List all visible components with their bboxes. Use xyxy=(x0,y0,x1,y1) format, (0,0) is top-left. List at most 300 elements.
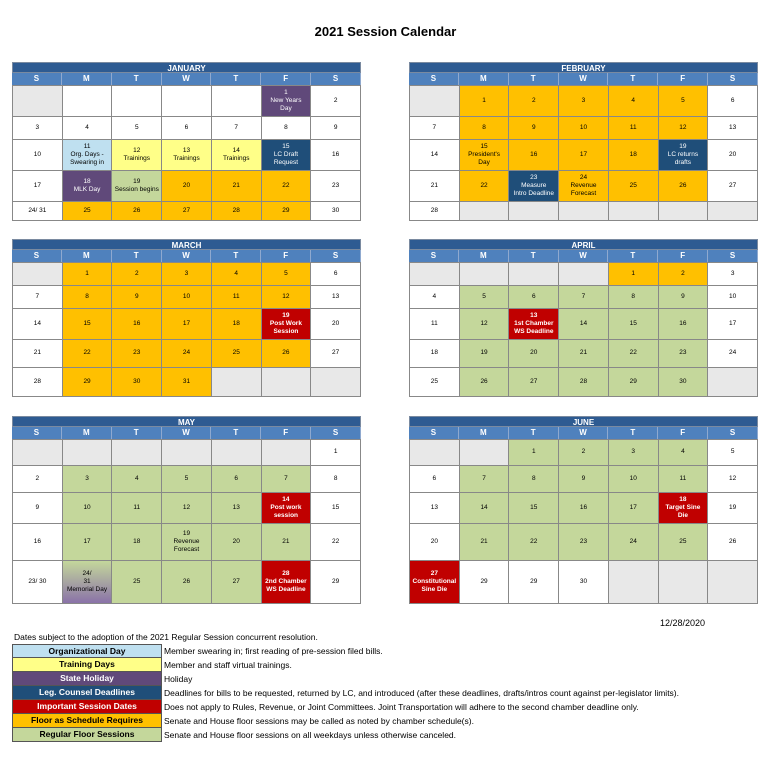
day-number: 24/ 31 xyxy=(28,206,47,214)
day-cell xyxy=(311,171,361,202)
day-cell xyxy=(112,86,162,117)
day-cell xyxy=(708,440,758,466)
day-cell xyxy=(559,309,609,340)
day-cell xyxy=(63,286,113,309)
day-cell xyxy=(460,561,510,604)
day-cell xyxy=(410,524,460,561)
day-note: 31 xyxy=(83,577,91,585)
day-number: 26 xyxy=(480,377,488,385)
month-april xyxy=(409,239,758,397)
month-title: FEBRUARY xyxy=(409,62,758,73)
day-grid xyxy=(12,262,361,397)
month-march xyxy=(12,239,361,397)
weekday-label: F xyxy=(261,73,311,85)
day-number: 29 xyxy=(83,377,91,385)
day-number: 30 xyxy=(133,377,141,385)
day-number: 6 xyxy=(333,269,338,277)
day-number: 6 xyxy=(531,292,536,300)
weekday-label: S xyxy=(409,250,459,262)
day-cell xyxy=(659,561,709,604)
day-number: 24/ xyxy=(82,569,92,577)
day-note: Post Work xyxy=(269,319,302,327)
day-number: 1 xyxy=(284,88,288,96)
day-cell xyxy=(112,263,162,286)
weekday-label: W xyxy=(559,73,609,85)
day-number: 22 xyxy=(629,349,637,357)
day-number: 22 xyxy=(282,181,290,189)
day-cell xyxy=(262,466,312,493)
day-cell xyxy=(460,340,510,368)
weekday-label: S xyxy=(12,427,62,439)
day-cell xyxy=(13,340,63,368)
day-number: 24 xyxy=(629,537,637,545)
weekday-label: M xyxy=(459,73,509,85)
day-note: Revenue xyxy=(570,181,597,189)
day-number: 23 xyxy=(332,181,340,189)
day-number: 8 xyxy=(631,292,636,300)
day-number: 11 xyxy=(232,292,240,300)
day-cell xyxy=(162,117,212,140)
day-cell xyxy=(311,561,361,604)
day-number: 24 xyxy=(729,349,737,357)
day-cell xyxy=(659,86,709,117)
day-cell xyxy=(262,117,312,140)
day-note: 2nd Chamber xyxy=(265,577,307,585)
day-cell xyxy=(659,466,709,493)
day-number: 19 xyxy=(679,142,687,150)
day-number: 19 xyxy=(182,529,191,537)
day-cell xyxy=(262,286,312,309)
month-title: MARCH xyxy=(12,239,361,250)
legend-description: Deadlines for bills to be requested, returned by LC, and introduced (after these deadlines, drafts/intros count against per-legislator limits). xyxy=(164,688,679,698)
day-cell xyxy=(559,263,609,286)
day-number: 14 xyxy=(430,150,438,158)
day-cell xyxy=(609,286,659,309)
day-number: 24 xyxy=(579,173,588,181)
day-number: 16 xyxy=(33,537,41,545)
day-cell xyxy=(162,286,212,309)
day-cell xyxy=(112,286,162,309)
day-number: 14 xyxy=(33,319,41,327)
day-note: Trainings xyxy=(173,155,200,162)
day-number: 7 xyxy=(482,474,486,482)
day-cell xyxy=(262,86,312,117)
day-cell xyxy=(609,493,659,524)
weekday-header xyxy=(12,250,361,262)
day-cell xyxy=(311,140,361,171)
day-cell xyxy=(509,340,559,368)
day-cell xyxy=(63,140,113,171)
day-number: 12 xyxy=(133,146,141,154)
day-cell xyxy=(262,524,312,561)
day-number: 21 xyxy=(33,349,41,357)
day-cell xyxy=(609,524,659,561)
day-cell xyxy=(460,202,510,221)
day-note: Forecast xyxy=(570,190,597,198)
day-cell xyxy=(63,171,113,202)
day-cell xyxy=(509,263,559,286)
day-cell xyxy=(13,140,63,171)
day-number: 14 xyxy=(282,495,290,503)
day-cell xyxy=(509,171,559,202)
day-cell xyxy=(311,86,361,117)
day-cell xyxy=(609,202,659,221)
weekday-label: W xyxy=(162,427,212,439)
day-number: 29 xyxy=(480,577,488,585)
day-number: 20 xyxy=(530,349,538,357)
day-number: 27 xyxy=(232,577,240,585)
day-cell xyxy=(63,368,113,397)
day-cell xyxy=(13,117,63,140)
day-cell xyxy=(460,117,510,140)
day-cell xyxy=(212,368,262,397)
day-number: 1 xyxy=(531,448,536,456)
day-cell xyxy=(212,466,262,493)
day-note: Day xyxy=(280,105,292,113)
day-number: 26 xyxy=(679,181,687,189)
day-cell xyxy=(609,140,659,171)
weekday-label: T xyxy=(608,427,658,439)
day-number: 4 xyxy=(134,474,139,482)
day-number: 16 xyxy=(530,150,538,158)
day-note: President's xyxy=(468,150,501,158)
day-number: 17 xyxy=(579,150,588,158)
weekday-label: T xyxy=(608,250,658,262)
day-cell xyxy=(460,86,510,117)
day-note: Swearing in xyxy=(70,159,105,167)
month-title: APRIL xyxy=(409,239,758,250)
day-note: Request xyxy=(273,159,299,167)
day-cell xyxy=(112,440,162,466)
day-cell xyxy=(659,440,709,466)
day-grid xyxy=(409,439,758,604)
day-number: 13 xyxy=(182,146,191,154)
month-title: MAY xyxy=(12,416,361,427)
day-cell xyxy=(262,440,312,466)
day-number: 9 xyxy=(581,474,586,482)
day-number: 17 xyxy=(83,537,91,545)
day-cell xyxy=(559,440,609,466)
weekday-label: T xyxy=(509,250,559,262)
day-number: 11 xyxy=(430,319,438,327)
day-number: 20 xyxy=(430,537,438,545)
day-note: Revenue xyxy=(173,537,200,545)
day-cell xyxy=(311,263,361,286)
day-note: drafts xyxy=(674,159,692,167)
day-grid xyxy=(409,85,758,221)
day-cell xyxy=(460,309,510,340)
day-cell xyxy=(509,286,559,309)
day-note: Trainings xyxy=(123,155,151,162)
day-cell xyxy=(410,561,460,604)
day-number: 11 xyxy=(629,123,637,131)
day-cell xyxy=(460,440,510,466)
day-note: Post work xyxy=(270,503,302,511)
day-number: 10 xyxy=(182,292,191,300)
day-cell xyxy=(311,202,361,221)
legend-description: Senate and House floor sessions may be called as noted by chamber schedule(s). xyxy=(164,716,474,726)
day-cell xyxy=(162,340,212,368)
day-number: 27 xyxy=(729,181,737,189)
day-number: 4 xyxy=(681,448,685,456)
day-cell xyxy=(212,202,262,221)
weekday-label: M xyxy=(459,427,509,439)
weekday-label: W xyxy=(559,427,609,439)
day-number: 8 xyxy=(85,292,89,300)
day-cell xyxy=(13,368,63,397)
day-number: 28 xyxy=(430,206,438,214)
day-cell xyxy=(311,286,361,309)
day-cell xyxy=(410,202,460,221)
weekday-label: M xyxy=(62,73,112,85)
day-number: 13 xyxy=(332,292,340,300)
day-number: 26 xyxy=(182,577,191,585)
day-cell xyxy=(659,286,709,309)
day-cell xyxy=(708,340,758,368)
day-number: 18 xyxy=(83,177,91,185)
day-number: 14 xyxy=(579,319,588,327)
day-cell xyxy=(509,440,559,466)
day-number: 25 xyxy=(133,577,141,585)
legend-row xyxy=(12,714,752,728)
day-note: New Years xyxy=(270,96,302,104)
day-number: 1 xyxy=(85,269,89,277)
day-number: 2 xyxy=(681,269,685,277)
day-cell xyxy=(311,117,361,140)
day-cell xyxy=(13,171,63,202)
day-cell xyxy=(311,493,361,524)
day-number: 15 xyxy=(530,503,538,511)
day-number: 1 xyxy=(482,96,486,104)
day-cell xyxy=(559,493,609,524)
day-number: 19 xyxy=(729,503,737,511)
day-cell xyxy=(509,117,559,140)
day-number: 10 xyxy=(33,150,41,158)
day-note: LC Draft xyxy=(273,150,299,158)
legend-description: Member and staff virtual trainings. xyxy=(164,660,292,670)
day-cell xyxy=(460,524,510,561)
weekday-label: W xyxy=(162,73,212,85)
day-number: 30 xyxy=(679,377,687,385)
day-number: 28 xyxy=(282,569,290,577)
day-cell xyxy=(708,86,758,117)
day-number: 8 xyxy=(284,123,288,131)
day-number: 28 xyxy=(33,377,41,385)
day-cell xyxy=(162,493,212,524)
weekday-label: S xyxy=(311,73,361,85)
weekday-label: T xyxy=(112,250,162,262)
day-cell xyxy=(509,309,559,340)
day-cell xyxy=(63,561,113,604)
day-cell xyxy=(112,140,162,171)
day-cell xyxy=(63,493,113,524)
day-cell xyxy=(708,117,758,140)
day-number: 15 xyxy=(83,319,91,327)
day-number: 2 xyxy=(333,96,338,104)
day-cell xyxy=(63,309,113,340)
legend-swatch-label: Training Days xyxy=(12,658,162,672)
day-cell xyxy=(262,340,312,368)
day-cell xyxy=(659,524,709,561)
month-title: JUNE xyxy=(409,416,758,427)
weekday-label: W xyxy=(162,250,212,262)
day-note: Memorial Day xyxy=(67,586,108,594)
day-cell xyxy=(162,263,212,286)
day-cell xyxy=(13,466,63,493)
day-cell xyxy=(112,493,162,524)
day-cell xyxy=(559,561,609,604)
day-cell xyxy=(410,466,460,493)
day-cell xyxy=(13,440,63,466)
day-number: 10 xyxy=(629,474,637,482)
day-number: 5 xyxy=(730,448,735,456)
day-cell xyxy=(609,368,659,397)
day-number: 26 xyxy=(729,537,737,545)
day-number: 29 xyxy=(282,206,290,214)
day-cell xyxy=(659,140,709,171)
day-cell xyxy=(410,493,460,524)
legend-description: Senate and House floor sessions on all weekdays unless otherwise canceled. xyxy=(164,730,457,740)
day-number: 13 xyxy=(530,311,538,319)
day-number: 23/ 30 xyxy=(28,577,47,585)
day-cell xyxy=(212,171,262,202)
day-number: 15 xyxy=(629,319,637,327)
day-cell xyxy=(559,286,609,309)
day-number: 13 xyxy=(232,503,240,511)
day-note: Session xyxy=(273,328,299,336)
day-number: 8 xyxy=(531,474,536,482)
day-cell xyxy=(13,493,63,524)
day-cell xyxy=(460,466,510,493)
day-cell xyxy=(559,524,609,561)
day-cell xyxy=(112,309,162,340)
day-cell xyxy=(559,86,609,117)
day-cell xyxy=(162,171,212,202)
day-number: 22 xyxy=(480,181,488,189)
day-cell xyxy=(212,263,262,286)
day-cell xyxy=(609,117,659,140)
day-number: 27 xyxy=(332,349,340,357)
day-cell xyxy=(212,493,262,524)
day-number: 6 xyxy=(730,96,735,104)
day-cell xyxy=(509,368,559,397)
day-cell xyxy=(63,117,113,140)
day-number: 25 xyxy=(679,537,687,545)
day-number: 3 xyxy=(184,269,189,277)
legend-row xyxy=(12,686,752,700)
day-cell xyxy=(509,140,559,171)
day-cell xyxy=(13,561,63,604)
legend-row xyxy=(12,644,752,658)
day-cell xyxy=(212,117,262,140)
day-number: 3 xyxy=(631,448,636,456)
weekday-label: S xyxy=(708,427,758,439)
day-number: 18 xyxy=(232,319,240,327)
day-cell xyxy=(460,368,510,397)
day-cell xyxy=(212,140,262,171)
day-number: 4 xyxy=(631,96,636,104)
day-cell xyxy=(460,171,510,202)
day-number: 3 xyxy=(581,96,586,104)
day-number: 9 xyxy=(531,123,536,131)
day-cell xyxy=(262,309,312,340)
day-number: 15 xyxy=(282,142,290,150)
day-number: 6 xyxy=(234,474,239,482)
weekday-label: T xyxy=(509,427,559,439)
day-number: 7 xyxy=(432,123,437,131)
day-number: 27 xyxy=(530,377,538,385)
day-number: 28 xyxy=(232,206,240,214)
legend-swatch-label: Regular Floor Sessions xyxy=(12,728,162,742)
day-note: Intro Deadline xyxy=(513,190,555,198)
day-grid xyxy=(12,439,361,604)
day-number: 25 xyxy=(232,349,240,357)
day-number: 6 xyxy=(432,474,437,482)
day-cell xyxy=(708,263,758,286)
weekday-label: T xyxy=(112,73,162,85)
day-number: 21 xyxy=(282,537,290,545)
day-number: 25 xyxy=(83,206,91,214)
weekday-label: T xyxy=(211,427,261,439)
day-cell xyxy=(13,202,63,221)
day-number: 27 xyxy=(182,206,191,214)
day-note: Target Sine Die xyxy=(665,503,701,520)
day-cell xyxy=(63,340,113,368)
date-stamp: 12/28/2020 xyxy=(660,618,706,628)
day-number: 9 xyxy=(681,292,685,300)
day-cell xyxy=(262,140,312,171)
day-cell xyxy=(708,524,758,561)
day-number: 12 xyxy=(729,474,737,482)
day-note: WS Deadline xyxy=(266,586,306,594)
legend-description: Holiday xyxy=(164,674,193,684)
day-number: 26 xyxy=(133,206,141,214)
day-number: 9 xyxy=(134,292,139,300)
day-number: 21 xyxy=(579,349,588,357)
day-number: 16 xyxy=(579,503,588,511)
day-cell xyxy=(708,561,758,604)
day-cell xyxy=(112,466,162,493)
day-number: 30 xyxy=(332,206,340,214)
day-number: 17 xyxy=(182,319,191,327)
page-title: 2021 Session Calendar xyxy=(314,24,457,39)
month-january xyxy=(12,62,361,221)
weekday-label: S xyxy=(12,73,62,85)
day-cell xyxy=(509,86,559,117)
day-number: 8 xyxy=(333,474,338,482)
day-cell xyxy=(708,309,758,340)
day-note: Trainings xyxy=(222,155,250,162)
day-cell xyxy=(659,117,709,140)
day-cell xyxy=(659,493,709,524)
day-number: 7 xyxy=(581,292,586,300)
day-number: 10 xyxy=(729,292,737,300)
day-number: 25 xyxy=(430,377,438,385)
day-number: 11 xyxy=(133,503,141,511)
day-number: 31 xyxy=(182,377,191,385)
day-number: 4 xyxy=(234,269,239,277)
weekday-label: F xyxy=(261,427,311,439)
weekday-label: T xyxy=(112,427,162,439)
day-number: 20 xyxy=(332,319,340,327)
weekday-header xyxy=(409,427,758,439)
day-cell xyxy=(460,493,510,524)
weekday-label: S xyxy=(409,427,459,439)
day-number: 21 xyxy=(480,537,488,545)
day-number: 18 xyxy=(430,349,438,357)
legend-swatch-label: State Holiday xyxy=(12,672,162,686)
legend-row xyxy=(12,728,752,742)
